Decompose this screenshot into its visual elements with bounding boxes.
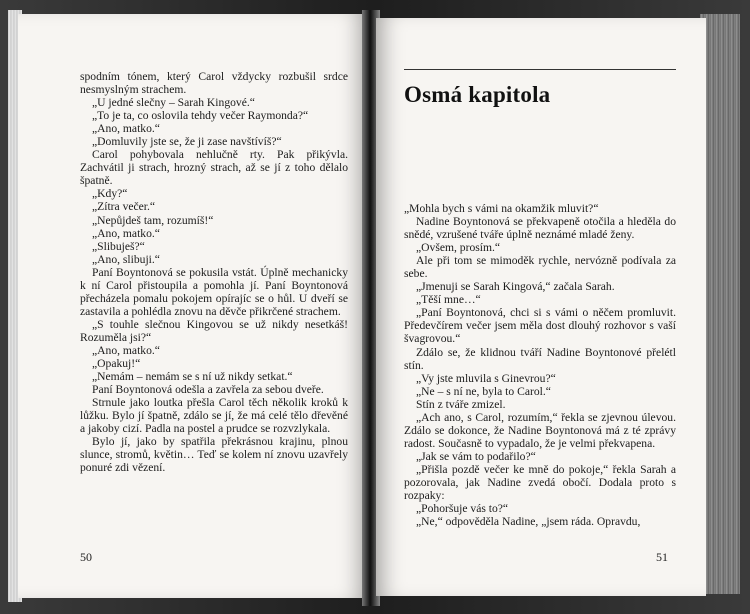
paragraph: „Pohoršuje vás to?“ (416, 502, 509, 516)
paragraph: „Nemám – nemám se s ní už nikdy setkat.“ (92, 370, 293, 384)
right-page (376, 18, 706, 596)
paragraph: Stín z tváře zmizel. (416, 397, 506, 411)
left-page-text (80, 70, 348, 474)
paragraph: „Ovšem, prosím.“ (416, 241, 501, 255)
paragraph: Bylo jí, jako by spatřila překrásnou krajinu, plnou slunce, stromů, květin… Teď se kolem ní znovu uzavřely ponuré zdi vězení. (80, 435, 348, 475)
right-page-number: 51 (656, 550, 668, 564)
paragraph: Zdálo se, že klidnou tváří Nadine Boyntonové přelétl stín. (404, 345, 676, 372)
paragraph: „Zítra večer.“ (92, 200, 156, 214)
paragraph: Strnule jako loutka přešla Carol těch několik kroků k lůžku. Bylo jí špatně, zdálo se jí, že má celé tělo dřevěné a jakoby cizí. Padla na postel a prudce se rozvzlykala. (80, 396, 348, 436)
right-page-edges (700, 14, 740, 594)
paragraph: Carol pohybovala nehlučně rty. Pak přikývla. Zachvátil ji strach, hrozný strach, až se jí z toho dělalo špatně. (80, 148, 348, 188)
left-page (18, 14, 366, 598)
paragraph: „Ano, matko.“ (92, 226, 160, 240)
paragraph: „Ach ano, s Carol, rozumím,“ řekla se zjevnou úlevou. Zdálo se dokonce, že Nadine Boyntonová má z té zprávy radost. Současně to vypadalo, že je velmi překvapena. (404, 410, 676, 450)
paragraph: „To je ta, co oslovila tehdy večer Raymonda?“ (92, 109, 309, 123)
paragraph: „Vy jste mluvila s Ginevrou?“ (416, 371, 556, 385)
paragraph: „U jedné slečny – Sarah Kingové.“ (92, 96, 255, 110)
paragraph: spodním tónem, který Carol vždycky rozbušil srdce nesmyslným strachem. (80, 70, 348, 97)
right-page-text (404, 202, 676, 528)
paragraph: „Domluvily jste se, že ji zase navštívíš?“ (92, 135, 282, 149)
chapter-title: Osmá kapitola (404, 82, 551, 107)
paragraph: „Ano, matko.“ (92, 343, 160, 357)
paragraph: „Opakuj!“ (92, 357, 141, 371)
paragraph: „Paní Boyntonová, chci si s vámi o něčem promluvit. Předevčírem večer jsem měla dost dlouhý rozhovor s vaší švagrovou.“ (404, 306, 676, 346)
paragraph: „Ano, slibuji.“ (92, 252, 160, 266)
paragraph: Nadine Boyntonová se překvapeně otočila a hleděla do snědé, vzrušené tváře úplně neznámé mladé ženy. (404, 215, 676, 242)
paragraph: „Jak se vám to podařilo?“ (416, 449, 536, 463)
paragraph: „Ano, matko.“ (92, 122, 160, 136)
paragraph: „Kdy?“ (92, 187, 128, 201)
paragraph: „Těší mne…“ (416, 293, 481, 307)
paragraph: Paní Boyntonová se pokusila vstát. Úplně mechanicky k ní Carol přistoupila a pomohla jí. Paní Boyntonová přecházela pomalu pokojem opírajíc se o hůl. U dveří se zastavila a pohlédla znovu na děvče přikrčené strachem. (80, 265, 348, 318)
paragraph: „Nepůjdeš tam, rozumíš!“ (92, 213, 214, 227)
paragraph: „Jmenuji se Sarah Kingová,“ začala Sarah. (416, 280, 615, 294)
paragraph: Paní Boyntonová odešla a zavřela za sebou dveře. (92, 383, 324, 397)
paragraph: „Ne,“ odpověděla Nadine, „jsem ráda. Opravdu, (416, 515, 641, 529)
paragraph: „Přišla pozdě večer ke mně do pokoje,“ řekla Sarah a pozorovala, jak Nadine zvedá obočí. Dodala proto s rozpaky: (404, 462, 676, 503)
paragraph: „Ne – s ní ne, byla to Carol.“ (416, 384, 551, 398)
paragraph: „Slibuješ?“ (92, 239, 145, 253)
chapter-rule (404, 69, 676, 70)
paragraph: „Mohla bych s vámi na okamžik mluvit?“ (404, 202, 599, 215)
left-page-number: 50 (80, 550, 92, 564)
paragraph: Ale při tom se mimoděk rychle, nervózně podívala za sebe. (404, 254, 676, 281)
paragraph: „S touhle slečnou Kingovou se už nikdy nesetkáš! Rozuměla jsi?“ (80, 317, 348, 344)
